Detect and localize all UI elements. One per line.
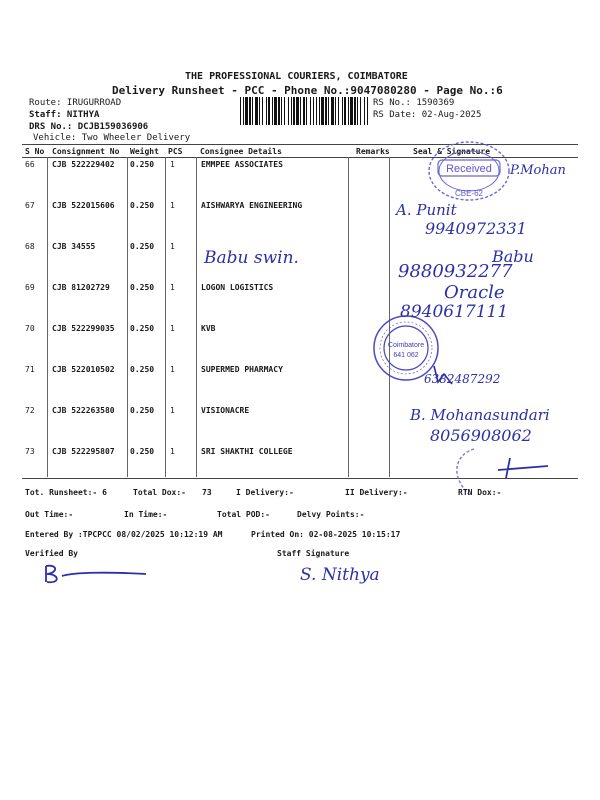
- barcode-bar: [313, 97, 314, 125]
- barcode-bar: [278, 97, 280, 125]
- row-consignee: KVB: [201, 324, 216, 333]
- barcode-bar: [266, 97, 267, 125]
- row-consignment: CJB 81202729: [52, 283, 110, 292]
- drs-label: DRS No.: DCJB159036906: [29, 122, 149, 132]
- row-consignee: SUPERMED PHARMACY: [201, 365, 283, 374]
- barcode-bar: [288, 97, 289, 125]
- barcode-bar: [293, 97, 295, 125]
- row-weight: 0.250: [130, 447, 155, 456]
- seal-center-text: Coimbatore: [387, 342, 425, 349]
- col-remarks: Remarks: [356, 147, 390, 156]
- col-sep: [165, 157, 166, 477]
- barcode-bar: [300, 97, 301, 125]
- stamp-received-code: CBE-62: [454, 189, 484, 198]
- row-pcs: 1: [170, 160, 175, 169]
- row-sno: 67: [25, 201, 35, 210]
- row-consignee: LOGON LOGISTICS: [201, 283, 274, 292]
- barcode-bar: [338, 97, 339, 125]
- row-consignment: CJB 522295807: [52, 447, 115, 456]
- barcode: [240, 97, 368, 125]
- handwritten-signature: Babu: [492, 247, 534, 266]
- barcode-bar: [291, 97, 292, 125]
- tot-runsheet: Tot. Runsheet:- 6: [25, 488, 107, 497]
- barcode-bar: [319, 97, 320, 125]
- barcode-bar: [348, 97, 349, 125]
- col-pcs: PCS: [168, 147, 183, 156]
- barcode-bar: [316, 97, 317, 125]
- total-dox-value: 73: [202, 488, 212, 497]
- row-consignee: EMMPEE ASSOCIATES: [201, 160, 283, 169]
- handwritten-phone: 8056908062: [430, 426, 532, 445]
- row-pcs: 1: [170, 242, 175, 251]
- printed-on: Printed On: 02-08-2025 10:15:17: [251, 530, 401, 539]
- staff-signature: S. Nithya: [300, 565, 380, 585]
- row-pcs: 1: [170, 447, 175, 456]
- route-label: Route: IRUGURROAD: [29, 98, 122, 108]
- barcode-bar: [354, 97, 356, 125]
- row-sno: 70: [25, 324, 35, 333]
- barcode-bar: [342, 97, 343, 125]
- row-consignee: SRI SHAKTHI COLLEGE: [201, 447, 293, 456]
- in-time: In Time:-: [124, 510, 168, 519]
- handwritten-signature: P.Mohan: [510, 163, 566, 178]
- vehicle-label: Vehicle: Two Wheeler Delivery: [33, 133, 191, 143]
- handwritten-name: Babu swin.: [204, 248, 299, 268]
- col-consignment: Consignment No: [52, 147, 120, 156]
- ii-delivery: II Delivery:-: [345, 488, 408, 497]
- received-stamp: [424, 138, 514, 204]
- row-consignee: AISHWARYA ENGINEERING: [201, 201, 303, 210]
- handwritten-scribble: [496, 456, 550, 480]
- row-weight: 0.250: [130, 283, 155, 292]
- row-weight: 0.250: [130, 365, 155, 374]
- barcode-bar: [367, 97, 368, 125]
- barcode-bar: [328, 97, 329, 125]
- company-title: THE PROFESSIONAL COURIERS, COIMBATORE: [185, 71, 408, 82]
- col-sep: [348, 157, 349, 477]
- total-dox-label: Total Dox:-: [133, 488, 186, 497]
- barcode-bar: [255, 97, 258, 125]
- barcode-bar: [245, 97, 248, 125]
- row-pcs: 1: [170, 201, 175, 210]
- handwritten-signature: Oracle: [444, 282, 505, 303]
- row-consignment: CJB 522015606: [52, 201, 115, 210]
- row-sno: 68: [25, 242, 35, 251]
- table-bottom-rule: [22, 478, 578, 479]
- row-weight: 0.250: [130, 242, 155, 251]
- barcode-bar: [360, 97, 361, 125]
- handwritten-phone: 8940617111: [400, 302, 509, 322]
- row-consignee: VISIONACRE: [201, 406, 250, 415]
- barcode-bar: [240, 97, 241, 125]
- barcode-bar: [243, 97, 244, 125]
- barcode-bar: [344, 97, 346, 125]
- row-consignment: CJB 522263580: [52, 406, 115, 415]
- row-weight: 0.250: [130, 160, 155, 169]
- seal-code-text: 641 062: [393, 352, 419, 359]
- barcode-bar: [262, 97, 263, 125]
- rs-date: RS Date: 02-Aug-2025: [373, 110, 482, 120]
- col-weight: Weight: [130, 147, 159, 156]
- staff-label: Staff: NITHYA: [29, 110, 100, 120]
- row-weight: 0.250: [130, 201, 155, 210]
- delvy-points: Delvy Points:-: [297, 510, 365, 519]
- barcode-bar: [281, 97, 282, 125]
- row-pcs: 1: [170, 406, 175, 415]
- handwritten-signature: A. Punit: [396, 201, 457, 219]
- row-pcs: 1: [170, 324, 175, 333]
- barcode-bar: [357, 97, 358, 125]
- row-sno: 66: [25, 160, 35, 169]
- i-delivery: I Delivery:-: [236, 488, 294, 497]
- verified-by-label: Verified By: [25, 549, 78, 558]
- row-weight: 0.250: [130, 406, 155, 415]
- barcode-bar: [274, 97, 277, 125]
- col-sep: [196, 157, 197, 477]
- out-time: Out Time:-: [25, 510, 74, 519]
- barcode-bar: [321, 97, 324, 125]
- verifier-signature: [40, 560, 150, 586]
- barcode-bar: [350, 97, 353, 125]
- row-sno: 69: [25, 283, 35, 292]
- barcode-bar: [310, 97, 311, 125]
- row-weight: 0.250: [130, 324, 155, 333]
- barcode-bar: [335, 97, 336, 125]
- rs-number: RS No.: 1590369: [373, 98, 455, 108]
- barcode-bar: [331, 97, 334, 125]
- total-pod: Total POD:-: [217, 510, 270, 519]
- barcode-bar: [259, 97, 260, 125]
- barcode-bar: [268, 97, 270, 125]
- staff-signature-label: Staff Signature: [277, 549, 350, 558]
- handwritten-phone: 9880932277: [398, 261, 513, 282]
- row-consignment: CJB 34555: [52, 242, 96, 251]
- rtn-dox: RTN Dox:-: [458, 488, 502, 497]
- row-pcs: 1: [170, 283, 175, 292]
- barcode-bar: [303, 97, 305, 125]
- handwritten-phone: 9940972331: [425, 219, 527, 238]
- col-sno: S No: [25, 147, 45, 156]
- col-signature: Seal & Signature: [413, 147, 491, 156]
- col-consignee: Consignee Details: [200, 147, 282, 156]
- row-pcs: 1: [170, 365, 175, 374]
- stamp-received-text: Received: [446, 163, 492, 175]
- runsheet-subtitle: Delivery Runsheet - PCC - Phone No.:9047080280 - Page No.:6: [112, 84, 503, 97]
- handwritten-scribble: [430, 362, 460, 388]
- col-sep: [127, 157, 128, 477]
- row-sno: 73: [25, 447, 35, 456]
- barcode-bar: [284, 97, 285, 125]
- barcode-bar: [272, 97, 273, 125]
- handwritten-phone: 6382487292: [424, 372, 501, 386]
- row-consignment: CJB 522229402: [52, 160, 115, 169]
- barcode-bar: [306, 97, 307, 125]
- barcode-bar: [296, 97, 299, 125]
- row-consignment: CJB 522010502: [52, 365, 115, 374]
- row-sno: 72: [25, 406, 35, 415]
- row-sno: 71: [25, 365, 35, 374]
- handwritten-name: B. Mohanasundari: [410, 406, 550, 424]
- col-sep: [47, 157, 48, 477]
- barcode-bar: [325, 97, 327, 125]
- barcode-bar: [364, 97, 365, 125]
- entered-by: Entered By :TPCPCC 08/02/2025 10:12:19 AM: [25, 530, 223, 539]
- barcode-bar: [252, 97, 253, 125]
- barcode-bar: [249, 97, 251, 125]
- row-consignment: CJB 522299035: [52, 324, 115, 333]
